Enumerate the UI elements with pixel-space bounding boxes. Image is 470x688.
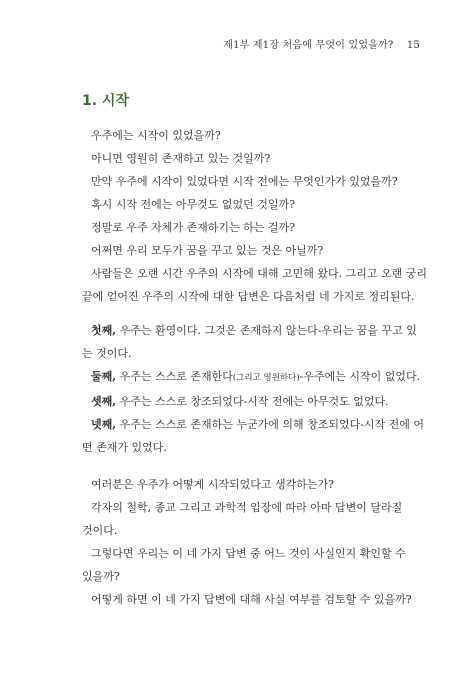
answer-first-label: 첫째,	[91, 324, 117, 337]
running-title: 제1부 제1장 처음에 무엇이 있었을까?	[223, 40, 394, 51]
intro-line: 사람들은 오랜 시간 우주의 시작에 대해 고민해 왔다. 그리고 오랜 궁리	[91, 267, 427, 280]
question-line: 어쩌면 우리 모두가 꿈을 꾸고 있는 것은 아닐까?	[91, 244, 324, 257]
answer-third-text: 우주는 스스로 창조되었다-시작 전에는 아무것도 없었다.	[116, 395, 389, 408]
question-line: 혹시 시작 전에는 아무것도 없었던 것일까?	[91, 198, 296, 211]
answer-second-label: 둘째,	[91, 370, 117, 383]
answer-first-text: 우주는 환영이다. 그것은 존재하지 않는다-우리는 꿈을 꾸고 있	[116, 324, 417, 337]
running-header	[223, 36, 420, 51]
answer-fourth-text: 우주는 스스로 존재하는 누군가에 의해 창조되었다-시작 전에 어	[116, 418, 425, 431]
question-line: 정말로 우주 자체가 존재하기는 하는 걸까?	[91, 221, 296, 234]
question-line: 만약 우주에 시작이 있었다면 시작 전에는 무엇인가가 있었을까?	[91, 175, 398, 188]
answer-third-label: 셋째,	[91, 395, 117, 408]
answer-fourth-cont: 떤 존재가 있었다.	[82, 441, 167, 454]
closing-line: 여러분은 우주가 어떻게 시작되었다고 생각하는가?	[91, 478, 335, 491]
intro-line: 끝에 얻어진 우주의 시작에 대한 답변은 다음처럼 네 가지로 정리된다.	[82, 290, 415, 303]
answer-first	[82, 319, 417, 342]
closing-line: 것이다.	[82, 524, 118, 537]
question-line: 우주에는 시작이 있었을까?	[91, 129, 221, 142]
question-line: 아니면 영원히 존재하고 있는 것일까?	[91, 152, 271, 165]
closing-line: 각자의 철학, 종교 그리고 과학적 입장에 따라 아마 답변이 달라질	[91, 501, 403, 514]
answer-second-tail: -우주에는 시작이 없었다.	[299, 370, 421, 383]
body-text	[82, 124, 427, 611]
answer-second	[82, 365, 421, 390]
answer-first-cont: 는 것이다.	[82, 347, 132, 360]
closing-line: 있을까?	[82, 570, 120, 583]
answer-second-text: 우주는 스스로 존재한다	[116, 370, 233, 383]
section-title: 1. 시작	[82, 93, 129, 109]
closing-line: 어떻게 하면 이 네 가지 답변에 대해 사실 여부를 검토할 수 있을까?	[91, 593, 412, 606]
answer-second-aside: (그리고 영원하다)	[232, 373, 300, 383]
answer-fourth	[82, 413, 425, 436]
answer-third	[82, 390, 400, 413]
answer-fourth-label: 넷째,	[91, 418, 117, 431]
closing-line: 그렇다면 우리는 이 네 가지 답변 중 어느 것이 사실인지 확인할 수	[91, 547, 406, 560]
page-number: 15	[406, 40, 420, 51]
